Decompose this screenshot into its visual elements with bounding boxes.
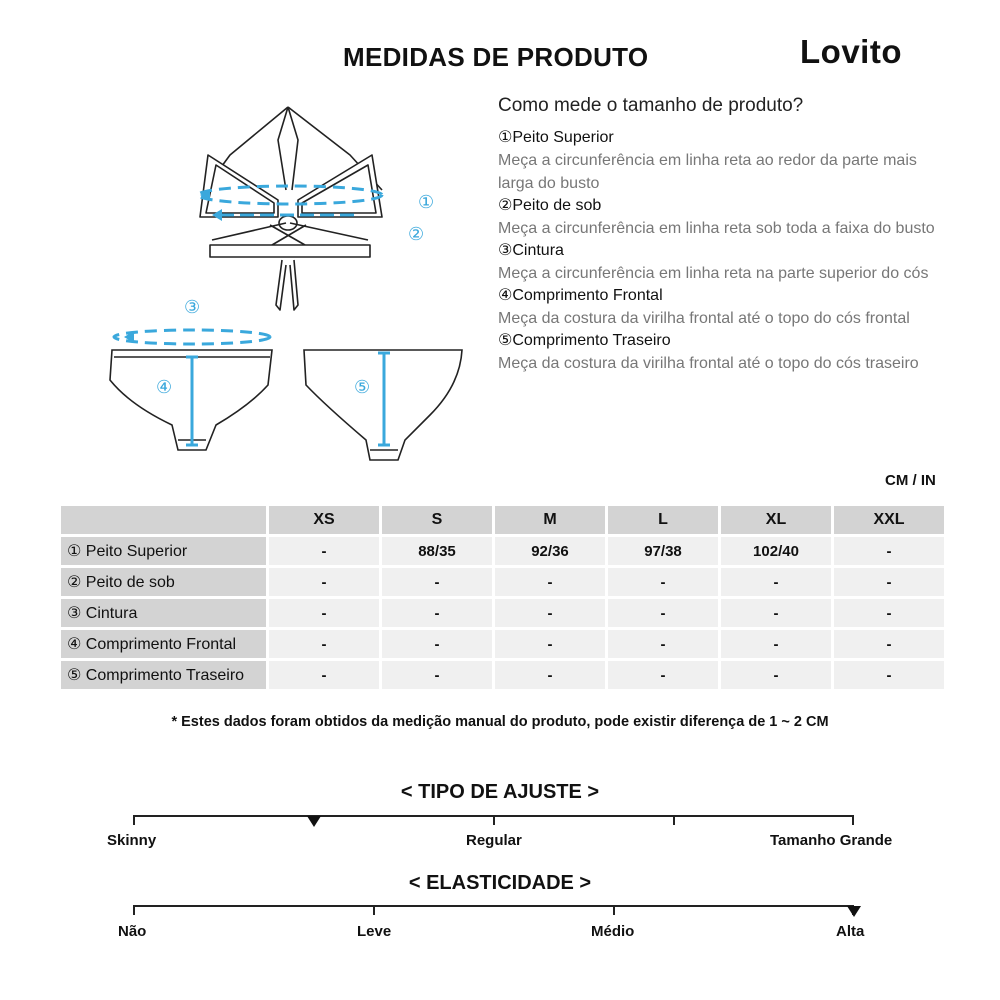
- measurement-item: [498, 330, 938, 375]
- table-header-row: [61, 506, 944, 534]
- elasticity-scale-tick: [133, 905, 135, 915]
- elasticity-label-light: Leve: [357, 923, 392, 940]
- row-label: ④ Comprimento Frontal: [61, 630, 266, 658]
- callout-3: ③: [184, 297, 201, 318]
- measurement-description: Meça a circunferência em linha reta ao redor da parte mais larga do busto: [498, 152, 917, 192]
- column-header: XL: [721, 506, 831, 534]
- column-header: M: [495, 506, 605, 534]
- table-cell: -: [382, 661, 492, 689]
- table-row: [61, 568, 944, 596]
- bikini-top-drawing: [200, 107, 382, 310]
- column-header: S: [382, 506, 492, 534]
- table-cell: -: [269, 568, 379, 596]
- table-cell: -: [608, 568, 718, 596]
- column-header: L: [608, 506, 718, 534]
- table-cell: -: [269, 630, 379, 658]
- page-title: MEDIDAS DE PRODUTO: [343, 42, 649, 72]
- table-cell: -: [721, 661, 831, 689]
- fit-level-marker: [307, 816, 321, 827]
- table-cell: -: [495, 661, 605, 689]
- fit-scale-tick: [673, 815, 675, 825]
- elasticity-label-medium: Médio: [591, 923, 635, 940]
- fit-scale-title: < TIPO DE AJUSTE >: [400, 781, 600, 803]
- unit-label: CM / IN: [885, 472, 936, 489]
- measurement-note: * Estes dados foram obtidos da medição manual do produto, pode existir diferença de 1 ~ 2 CM: [171, 714, 829, 730]
- table-cell: -: [269, 537, 379, 565]
- table-cell: 102/40: [721, 537, 831, 565]
- callout-4: ④: [156, 377, 173, 398]
- elasticity-label-none: Não: [118, 923, 147, 940]
- table-row: [61, 661, 944, 689]
- table-cell: 97/38: [608, 537, 718, 565]
- table-cell: -: [608, 661, 718, 689]
- table-row: [61, 537, 944, 565]
- elasticity-scale-line: [134, 905, 854, 907]
- row-label: ① Peito Superior: [61, 537, 266, 565]
- measurement-name: ④Comprimento Frontal: [498, 287, 663, 304]
- table-row: [61, 599, 944, 627]
- table-cell: -: [269, 661, 379, 689]
- elasticity-scale-tick: [613, 905, 615, 915]
- size-table: [58, 503, 947, 692]
- table-cell: -: [721, 568, 831, 596]
- row-label: ⑤ Comprimento Traseiro: [61, 661, 266, 689]
- elasticity-level-marker: [847, 906, 861, 917]
- table-cell: 92/36: [495, 537, 605, 565]
- how-to-measure-section: [498, 95, 938, 375]
- table-cell: -: [834, 661, 944, 689]
- table-cell: -: [495, 599, 605, 627]
- table-cell: -: [834, 568, 944, 596]
- column-header: XS: [269, 506, 379, 534]
- brand-logo: Lovito: [800, 33, 902, 70]
- row-label: ③ Cintura: [61, 599, 266, 627]
- column-header: XXL: [834, 506, 944, 534]
- table-cell: -: [382, 568, 492, 596]
- elasticity-scale-title: < ELASTICIDADE >: [408, 872, 592, 894]
- fit-label-plus: Tamanho Grande: [770, 832, 893, 849]
- table-cell: -: [834, 537, 944, 565]
- measurement-item: [498, 285, 938, 330]
- measurement-description: Meça da costura da virilha frontal até o topo do cós frontal: [498, 310, 910, 327]
- table-row: [61, 630, 944, 658]
- measurement-description: Meça a circunferência em linha reta sob toda a faixa do busto: [498, 220, 935, 237]
- callout-5: ⑤: [354, 377, 371, 398]
- measurement-name: ①Peito Superior: [498, 129, 614, 146]
- measurement-item: [498, 195, 938, 240]
- table-cell: 88/35: [382, 537, 492, 565]
- table-cell: -: [834, 630, 944, 658]
- measurement-name: ⑤Comprimento Traseiro: [498, 332, 671, 349]
- fit-label-regular: Regular: [466, 832, 522, 849]
- callout-1: ①: [418, 192, 435, 213]
- table-cell: -: [269, 599, 379, 627]
- table-cell: -: [721, 599, 831, 627]
- measurement-description: Meça da costura da virilha frontal até o topo do cós traseiro: [498, 355, 919, 372]
- table-cell: -: [495, 630, 605, 658]
- table-cell: -: [382, 599, 492, 627]
- table-cell: -: [495, 568, 605, 596]
- measurement-name: ③Cintura: [498, 242, 564, 259]
- measurement-item: [498, 240, 938, 285]
- table-cell: -: [382, 630, 492, 658]
- fit-label-skinny: Skinny: [107, 832, 157, 849]
- table-cell: -: [834, 599, 944, 627]
- elasticity-label-high: Alta: [836, 923, 865, 940]
- fit-scale-tick: [133, 815, 135, 825]
- fit-scale-tick: [493, 815, 495, 825]
- table-corner-cell: [61, 506, 266, 534]
- elasticity-scale-tick: [373, 905, 375, 915]
- measurement-name: ②Peito de sob: [498, 197, 602, 214]
- callout-2: ②: [408, 224, 425, 245]
- fit-scale-tick: [852, 815, 854, 825]
- measurement-description: Meça a circunferência em linha reta na parte superior do cós: [498, 265, 929, 282]
- table-cell: -: [608, 630, 718, 658]
- table-cell: -: [721, 630, 831, 658]
- measurement-item: [498, 127, 938, 195]
- how-to-measure-title: Como mede o tamanho de produto?: [498, 95, 804, 116]
- row-label: ② Peito de sob: [61, 568, 266, 596]
- garment-illustration: [100, 95, 480, 475]
- table-cell: -: [608, 599, 718, 627]
